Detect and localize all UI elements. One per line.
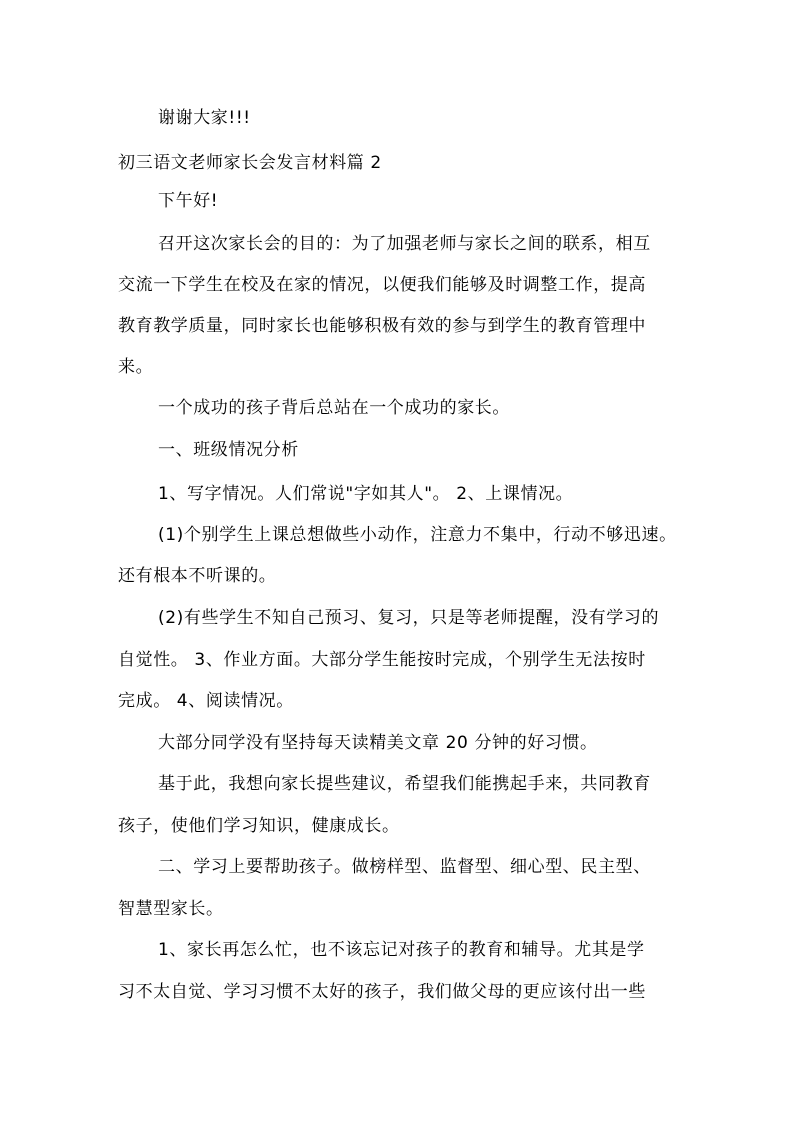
- text-line-16: 大部分同学没有坚持每天读精美文章 20 分钟的好习惯。: [158, 733, 598, 753]
- text-line-7: 来。: [118, 357, 154, 377]
- text-line-11: (1)个别学生上课总想做些小动作，注意力不集中，行动不够迅速。: [158, 525, 677, 545]
- text-line-19: 二、学习上要帮助孩子。做榜样型、监督型、细心型、民主型、: [158, 857, 651, 877]
- text-line-6: 教育教学质量，同时家长也能够积极有效的参与到学生的教育管理中: [118, 316, 646, 336]
- text-line-8: 一个成功的孩子背后总站在一个成功的家长。: [158, 398, 510, 418]
- section-heading: 初三语文老师家长会发言材料篇 2: [118, 153, 382, 173]
- text-line-5: 交流一下学生在校及在家的情况，以便我们能够及时调整工作，提高: [118, 275, 646, 295]
- text-line-12: 还有根本不听课的。: [118, 566, 277, 586]
- text-line-20: 智慧型家长。: [118, 899, 224, 919]
- text-line-18: 孩子，使他们学习知识，健康成长。: [118, 816, 400, 836]
- text-line-13: (2)有些学生不知自己预习、复习，只是等老师提醒，没有学习的: [158, 608, 660, 628]
- text-line-21: 1、家长再怎么忙，也不该忘记对孩子的教育和辅导。尤其是学: [158, 940, 645, 960]
- text-line-4: 召开这次家长会的目的：为了加强老师与家长之间的联系，相互: [158, 234, 651, 254]
- text-line-3: 下午好!: [158, 191, 219, 211]
- text-line-15: 完成。 4、阅读情况。: [118, 691, 294, 711]
- text-line-1: 谢谢大家!!!: [158, 108, 251, 128]
- text-line-14: 自觉性。 3、作业方面。大部分学生能按时完成，个别学生无法按时: [118, 650, 646, 670]
- text-line-22: 习不太自觉、学习习惯不太好的孩子，我们做父母的更应该付出一些: [118, 982, 646, 1002]
- text-line-10: 1、写字情况。人们常说"字如其人"。 2、上课情况。: [158, 484, 574, 504]
- text-line-17: 基于此，我想向家长提些建议，希望我们能携起手来，共同教育: [158, 774, 651, 794]
- text-line-9: 一、班级情况分析: [158, 440, 299, 460]
